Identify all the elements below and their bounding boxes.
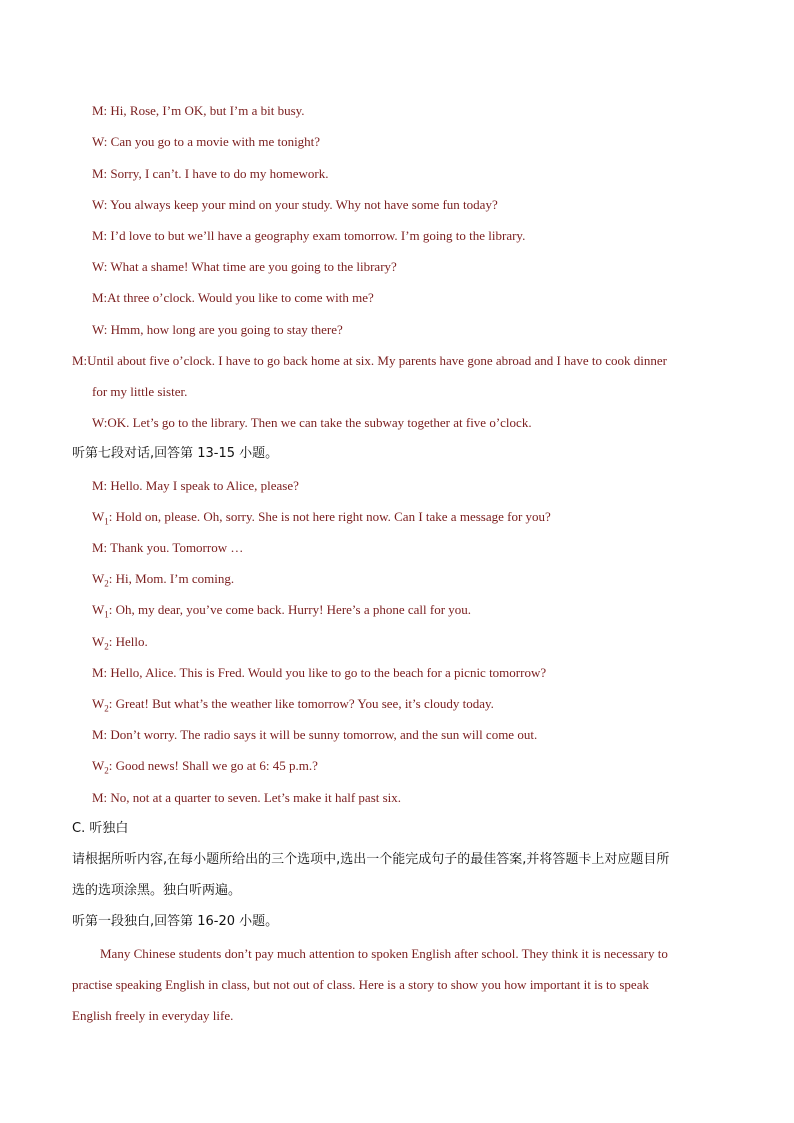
dialogue-line	[92, 758, 318, 774]
dialogue-line: M: No, not at a quarter to seven. Let’s make it half past six.	[92, 790, 402, 805]
speaker-label: W	[92, 509, 105, 524]
dialogue-line: M: Don’t worry. The radio says it will be sunny tomorrow, and the sun will come out.	[92, 727, 538, 742]
dialogue-text: : Hi, Mom. I’m coming.	[108, 571, 235, 586]
dialogue-line: W:OK. Let’s go to the library. Then we can take the subway together at five o’clock.	[92, 415, 532, 430]
dialogue-line: W: Hmm, how long are you going to stay there?	[92, 322, 343, 337]
section-heading: 听第一段独白,回答第 16-20 小题。	[72, 914, 279, 929]
speaker-label: W	[92, 758, 105, 773]
dialogue-text: : Good news! Shall we go at 6: 45 p.m.?	[108, 758, 318, 773]
dialogue-line: W: Can you go to a movie with me tonight?	[92, 134, 321, 149]
paragraph-line: English freely in everyday life.	[72, 1008, 234, 1023]
dialogue-line	[92, 571, 234, 587]
dialogue-line	[92, 602, 471, 618]
speaker-index: 1	[104, 516, 109, 527]
dialogue-line: M: I’d love to but we’ll have a geography exam tomorrow. I’m going to the library.	[92, 228, 526, 243]
paragraph-line: Many Chinese students don’t pay much attention to spoken English after school. They think it is necessary to	[100, 946, 668, 961]
paragraph-line: practise speaking English in class, but not out of class. Here is a story to show you how important it is to speak	[72, 977, 649, 992]
dialogue-line: M:Until about five o’clock. I have to go back home at six. My parents have gone abroad and I have to cook dinner	[72, 353, 667, 368]
dialogue-text: : Oh, my dear, you’ve come back. Hurry! Here’s a phone call for you.	[108, 602, 472, 617]
dialogue-line	[92, 509, 551, 525]
dialogue-line: W: You always keep your mind on your study. Why not have some fun today?	[92, 197, 498, 212]
speaker-label: W	[92, 696, 105, 711]
section-title: C. 听独白	[72, 821, 129, 836]
speaker-label: W	[92, 602, 105, 617]
dialogue-text: : Great! But what’s the weather like tomorrow? You see, it’s cloudy today.	[108, 696, 494, 711]
section-heading: 听第七段对话,回答第 13-15 小题。	[72, 446, 279, 461]
speaker-index: 2	[104, 578, 109, 589]
dialogue-line	[92, 696, 494, 712]
speaker-index: 2	[104, 765, 109, 776]
dialogue-line: M:At three o’clock. Would you like to come with me?	[92, 290, 374, 305]
speaker-index: 1	[104, 609, 109, 620]
dialogue-text: : Hello.	[108, 634, 148, 649]
dialogue-line: W: What a shame! What time are you going to the library?	[92, 259, 397, 274]
dialogue-line	[92, 634, 148, 650]
speaker-label: W	[92, 634, 105, 649]
dialogue-line: M: Hello. May I speak to Alice, please?	[92, 478, 299, 493]
speaker-label: W	[92, 571, 105, 586]
speaker-index: 2	[104, 703, 109, 714]
instruction-line: 选的选项涂黑。独白听两遍。	[72, 883, 242, 898]
speaker-index: 2	[104, 641, 109, 652]
dialogue-line: M: Thank you. Tomorrow …	[92, 540, 244, 555]
dialogue-line: M: Hi, Rose, I’m OK, but I’m a bit busy.	[92, 103, 305, 118]
dialogue-line: M: Sorry, I can’t. I have to do my homework.	[92, 166, 329, 181]
dialogue-line: for my little sister.	[92, 384, 188, 399]
dialogue-text: : Hold on, please. Oh, sorry. She is not here right now. Can I take a message for you?	[108, 509, 551, 524]
instruction-line: 请根据所听内容,在每小题所给出的三个选项中,选出一个能完成句子的最佳答案,并将答题卡上对应题目所	[72, 852, 670, 867]
dialogue-line: M: Hello, Alice. This is Fred. Would you like to go to the beach for a picnic tomorrow?	[92, 665, 547, 680]
